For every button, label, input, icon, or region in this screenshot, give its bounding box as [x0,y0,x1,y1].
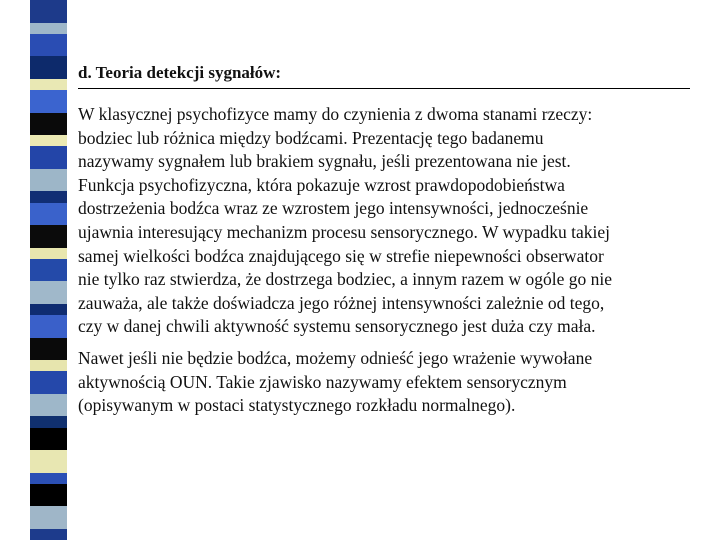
stripe-segment [30,394,67,417]
stripe-segment [30,529,67,540]
stripe-segment [30,450,67,473]
stripe-segment [30,146,67,169]
stripe-segment [30,34,67,57]
stripe-segment [30,506,67,529]
stripe-segment [30,113,67,136]
stripe-segment [30,338,67,361]
stripe-segment [30,0,67,23]
stripe-segment [30,416,67,427]
stripe-segment [30,371,67,394]
stripe-segment [30,473,67,484]
stripe-segment [30,360,67,371]
stripe-segment [30,79,67,90]
stripe-segment [30,23,67,34]
slide-heading: d. Teoria detekcji sygnałów: [78,62,690,89]
stripe-segment [30,203,67,226]
paragraph-sensory-effect: Nawet jeśli nie będzie bodźca, możemy odnieść jego wrażenie wywołane aktywnością OUN. Takie zjawisko nazywamy efektem sensorycznym (opisywanym w postaci statystycznego rozkładu normalnego). [78,347,593,416]
paragraph-classical-psychophysics: W klasycznej psychofizyce mamy do czynienia z dwoma stanami rzeczy: bodziec lub różnica między bodźcami. Prezentację tego badanemu nazywamy sygnałem lub brakiem sygnału, jeśli prezentowana nie jest. Funkcja psychofizyczna, która pokazuje wzrost prawdopodobieństwa dostrzeżenia bodźca wraz ze wzrostem jego intensywności, jednocześnie ujawnia interesujący mechanizm procesu sensorycznego. W wypadku takiej samej wielkości bodźca znajdującego się w strefie niepewności obserwator nie tylko raz stwierdza, że dostrzega bodziec, a innym razem w ogóle go nie zauważa, ale także doświadcza jego różnej intensywności zależnie od tego, czy w danej chwili aktywność systemu sensorycznego jest duża czy mała. [78,104,613,337]
stripe-segment [30,191,67,202]
stripe-segment [30,315,67,338]
stripe-segment [30,56,67,79]
slide-content [78,62,698,426]
stripe-segment [30,281,67,304]
stripe-segment [30,135,67,146]
stripe-segment [30,248,67,259]
stripe-segment [30,259,67,282]
stripe-segment [30,484,67,507]
decorative-stripe-bar [30,0,67,540]
stripe-segment [30,225,67,248]
stripe-segment [30,428,67,451]
stripe-segment [30,90,67,113]
stripe-segment [30,304,67,315]
stripe-segment [30,169,67,192]
